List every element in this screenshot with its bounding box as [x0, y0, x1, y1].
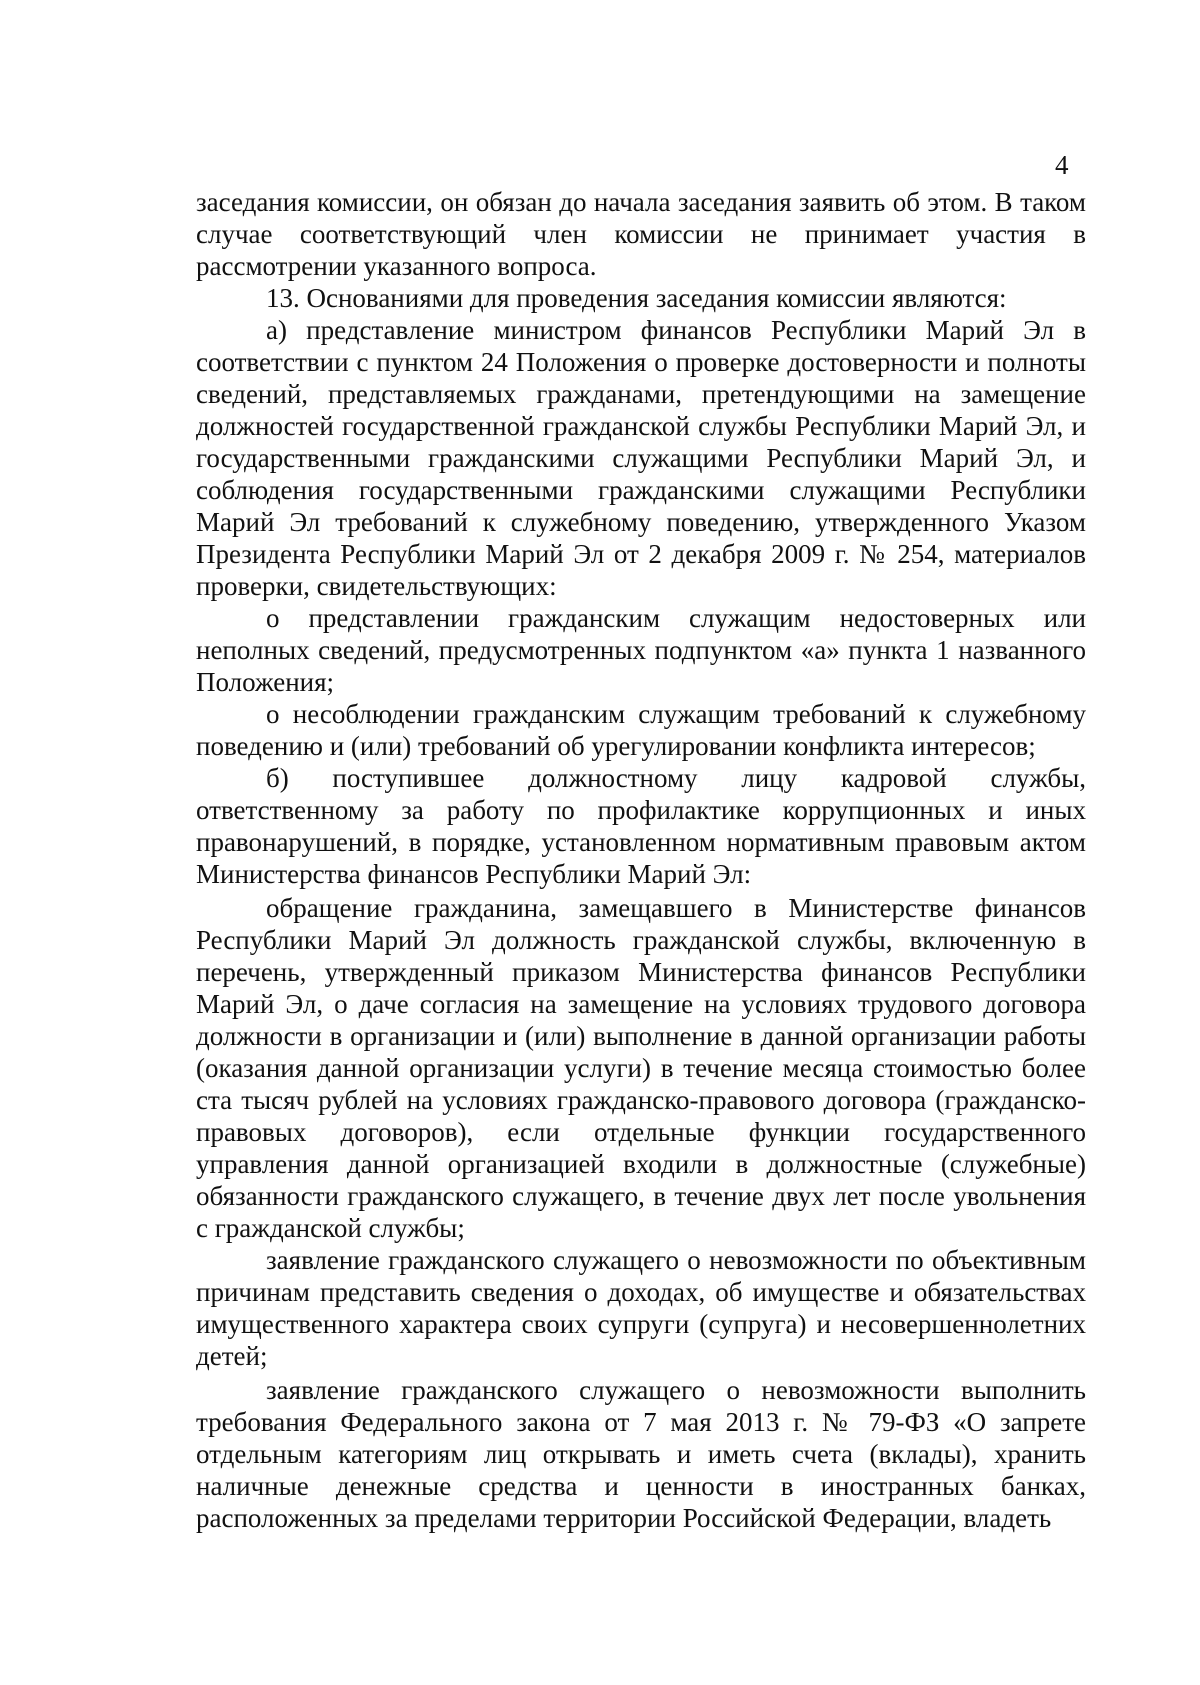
paragraph-clause-13: 13. Основаниями для проведения заседания комиссии являются: [266, 283, 1007, 313]
paragraph-continuation: заседания комиссии, он обязан до начала заседания заявить об этом. В таком случае соответствующий член комиссии не принимает участия в рассмотрении указанного вопроса. [196, 187, 1086, 281]
paragraph-subclause-b: б) поступившее должностному лицу кадровой службы, ответственному за работу по профилактике коррупционных и иных правонарушений, в порядке, установленном нормативным правовым актом Министерства финансов Республики Марий Эл: [196, 763, 1086, 889]
paragraph-income-statement: заявление гражданского служащего о невозможности по объективным причинам представить сведения о доходах, об имуществе и обязательствах имущественного характера своих супруги (супруга) и несовершеннолетних детей; [196, 1245, 1086, 1371]
paragraph-unreliable-info: о представлении гражданским служащим недостоверных или неполных сведений, предусмотренных подпунктом «а» пункта 1 названного Положения; [196, 603, 1086, 697]
paragraph-foreign-accounts: заявление гражданского служащего о невозможности выполнить требования Федерального закона от 7 мая 2013 г. № 79-ФЗ «О запрете отдельным категориям лиц открывать и иметь счета (вклады), хранить наличные денежные средства и ценности в иностранных банках, расположенных за пределами территории Российской Федерации, владеть [196, 1375, 1086, 1533]
paragraph-noncompliance: о несоблюдении гражданским служащим требований к служебному поведению и (или) требований об урегулировании конфликта интересов; [196, 699, 1086, 761]
paragraph-citizen-appeal: обращение гражданина, замещавшего в Министерстве финансов Республики Марий Эл должность гражданской службы, включенную в перечень, утвержденный приказом Министерства финансов Республики Марий Эл, о даче согласия на замещение на условиях трудового договора должности в организации и (или) выполнение в данной организации работы (оказания данной организации услуги) в течение месяца стоимостью более ста тысяч рублей на условиях гражданско-правового договора (гражданско-правовых договоров), если отдельные функции государственного управления данной организацией входили в должностные (служебные) обязанности гражданского служащего, в течение двух лет после увольнения с гражданской службы; [196, 893, 1086, 1243]
paragraph-subclause-a: а) представление министром финансов Республики Марий Эл в соответствии с пунктом 24 Положения о проверке достоверности и полноты сведений, представляемых гражданами, претендующими на замещение должностей государственной гражданской службы Республики Марий Эл, и государственными гражданскими служащими Республики Марий Эл, и соблюдения государственными гражданскими служащими Республики Марий Эл требований к служебному поведению, утвержденного Указом Президента Республики Марий Эл от 2 декабря 2009 г. № 254, материалов проверки, свидетельствующих: [196, 315, 1086, 601]
document-body [196, 186, 1086, 1534]
page-number: 4 [1055, 150, 1069, 180]
